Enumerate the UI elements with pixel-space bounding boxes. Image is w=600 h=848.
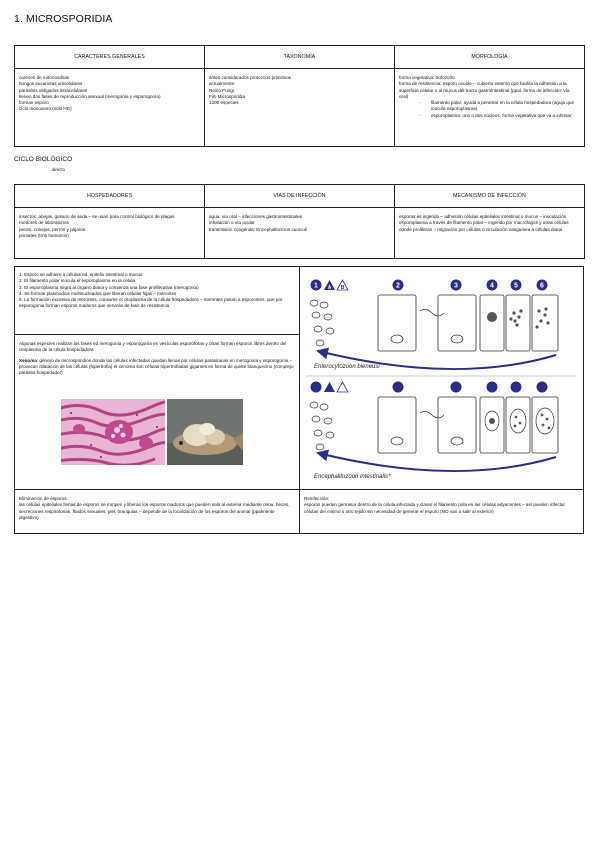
step-line: 4. Se forman plasmodios multinucleados que liberan células hijas – merontes bbox=[19, 290, 177, 296]
header-hospedadores: HOSPEDADORES bbox=[15, 185, 205, 208]
morfologia-subitem: - filamento polar: ayuda a penetrar en la célula hospedadora (aguja que inocula esporoplasma) bbox=[399, 100, 580, 113]
elimination-text: las células epiteliales llenas de esporos se rompen y liberan los esporos maduros que pueden salir al exterior mediante orina, heces, secreciones respiratorias, fluidos sexuales, piel, branquias – depende de la localización de los esporos del animal (ppalmente digestivo) bbox=[19, 502, 290, 520]
reinfection-heading: Reinfección: bbox=[304, 496, 330, 501]
taxonomia-cell bbox=[205, 69, 395, 147]
bottom-stage-labels bbox=[311, 382, 548, 393]
taxonomia-line: actualmente: bbox=[209, 81, 236, 87]
stage-2-label: 2 bbox=[396, 282, 400, 290]
cells-bottom bbox=[378, 397, 558, 453]
caracter-line: forman esporo bbox=[19, 100, 49, 106]
morfologia-subitem: - esporoplasma: uno o dos núcleos, forma vegetativa que va a infectar bbox=[399, 113, 580, 119]
cycle-subheading: directo bbox=[52, 167, 65, 172]
diagram-cell bbox=[299, 266, 584, 490]
spores-bottom bbox=[310, 402, 334, 450]
taxonomia-line: 1300 especies bbox=[209, 100, 239, 106]
general-table bbox=[14, 45, 585, 147]
vias-cell bbox=[205, 208, 395, 259]
mecanismo-cell bbox=[395, 208, 585, 259]
xenoma-term: Xenoma bbox=[19, 357, 37, 363]
hospedador-line: roedores de laboratorios bbox=[19, 220, 69, 226]
step-line: 2. El filamento polar inocula el esporoplasma en la célula bbox=[19, 278, 135, 284]
cycle-heading: CICLO BIOLÓGICO bbox=[14, 156, 73, 163]
caracteres-cell bbox=[15, 69, 205, 147]
hospedadores-cell bbox=[15, 208, 205, 259]
reinfection-cell bbox=[299, 489, 584, 534]
via-line: inhalación o vía ocular bbox=[209, 220, 255, 226]
morfologia-cell bbox=[395, 69, 585, 147]
caracter-line: ciclo monoxeno (solo HD) bbox=[19, 106, 72, 112]
via-line: transmisión congénita: Encephalitozoon cuniculi bbox=[209, 226, 307, 232]
header-vias: VÍAS DE INFECCIÓN bbox=[205, 185, 395, 208]
xenoma-photo bbox=[167, 399, 243, 465]
header-taxonomia: TAXONOMÍA bbox=[205, 46, 395, 69]
taxonomia-line: Reino Fungi bbox=[209, 87, 234, 93]
stage-1-label: 1 bbox=[314, 282, 318, 290]
stage-6-label: 6 bbox=[540, 282, 544, 290]
header-morfologia: MORFOLOGÍA bbox=[395, 46, 585, 69]
life-cycle-diagram bbox=[306, 273, 576, 485]
stage-A-label: A bbox=[327, 285, 332, 291]
species-1-label: Enterocytozoon bieneusi bbox=[314, 364, 380, 370]
page-title: 1. MICROSPORIDIA bbox=[14, 13, 113, 25]
mecanismo-line: esporas es ingerido – adhesión células epiteliales intestinal o mucus – inoculación esporoplasma a través de filamento polar – ingerido por macrófagos y otras células donde proliferan – migración por células o circulación sanguínea a células diana bbox=[399, 214, 569, 232]
caracter-line: hongos eucariotas unicelulares bbox=[19, 81, 83, 87]
hospedador-line: insectos: abejas, gusano de seda – se usan para control biológico de plagas bbox=[19, 214, 175, 219]
caracter-line: carecen de mitocondrias bbox=[19, 75, 70, 80]
taxonomia-line: Filo Microsporidia bbox=[209, 93, 245, 99]
morfologia-line: forma de resistencia: esporo ovoide – cubierta externa que facilita la adhesión a la superficie celular o al mucus del tracto gastrointestinal (ppal. forma de infección: vía oral) bbox=[399, 81, 570, 99]
elimination-heading: Eliminación de esporos: bbox=[19, 496, 68, 501]
tissue-micrograph bbox=[61, 399, 165, 465]
caracter-line: tienen dos fases de reproducción asexual (merogonía y esporogonía) bbox=[19, 93, 161, 99]
species-2-label: Encephalitozoon intestinalis* bbox=[314, 474, 391, 480]
morfologia-line: forma vegetativa: trofozoíto bbox=[399, 75, 455, 80]
step-line: 3. El esporoplasma migra al órgano diana y comienza una fase proliferativa (merogonía) bbox=[19, 284, 199, 290]
steps-cell bbox=[14, 266, 300, 335]
caracter-line: parásitos obligados intracelulares bbox=[19, 87, 88, 93]
reinfection-text: esporos pueden germinar dentro de la célula infectada y clavar el filamento pola en las células adyacentes – así pueden infectar células del mismo u otro tejido sin necesidad de generar el esporo (NO van a salir al exterior) bbox=[304, 502, 565, 514]
step-line: 5. La formación excesiva de merontes, consume el citoplasma de la célula hospedadora – merontes pasan a esporontes, que por esporogonia forman esporos maduros que servirán de fase de resistencia bbox=[19, 297, 283, 309]
hospedador-line: primates (tmb humanos) bbox=[19, 232, 69, 238]
species-paragraph: Algunas especies realizan las fases ed merogonía y esporogonía en vesículas esporóforas y otras forman esporos libres dentro del citoplasma de la célula hospedadora bbox=[19, 341, 287, 353]
stage-3-label: 3 bbox=[454, 282, 458, 290]
header-mecanismo: MECANISMO DE INFECCIÓN bbox=[395, 185, 585, 208]
hospedador-line: peces, conejos, perros y pájaros bbox=[19, 226, 86, 232]
xenoma-text: : género de microsporidios donde las células infectadas quedan llenas por células parasitarias en merogonía y esporogonía – provocan dilatación de las células (hipertrofia) el xenoma son células hipertrofiadas gigantes en forma de quiste blanquecino (complejo parásito-hospedador) bbox=[19, 357, 294, 376]
elimination-cell bbox=[14, 489, 300, 534]
hosts-table bbox=[14, 184, 585, 259]
stage-5-label: 5 bbox=[514, 282, 518, 290]
stage-4-label: 4 bbox=[490, 282, 494, 290]
taxonomia-line: antes considerados protozoos primitivos bbox=[209, 75, 291, 80]
header-caracteres: CARACTERES GENERALES bbox=[15, 46, 205, 69]
species-cell bbox=[14, 334, 300, 490]
stage-B-label: B bbox=[340, 285, 345, 291]
xenoma-paragraph bbox=[19, 358, 295, 377]
step-line: 1. Esporo se adhiere a células ed. epitelio intestinal o mucus bbox=[19, 272, 143, 277]
via-line: agua, vía oral – infecciones gastrointestinales bbox=[209, 214, 302, 219]
